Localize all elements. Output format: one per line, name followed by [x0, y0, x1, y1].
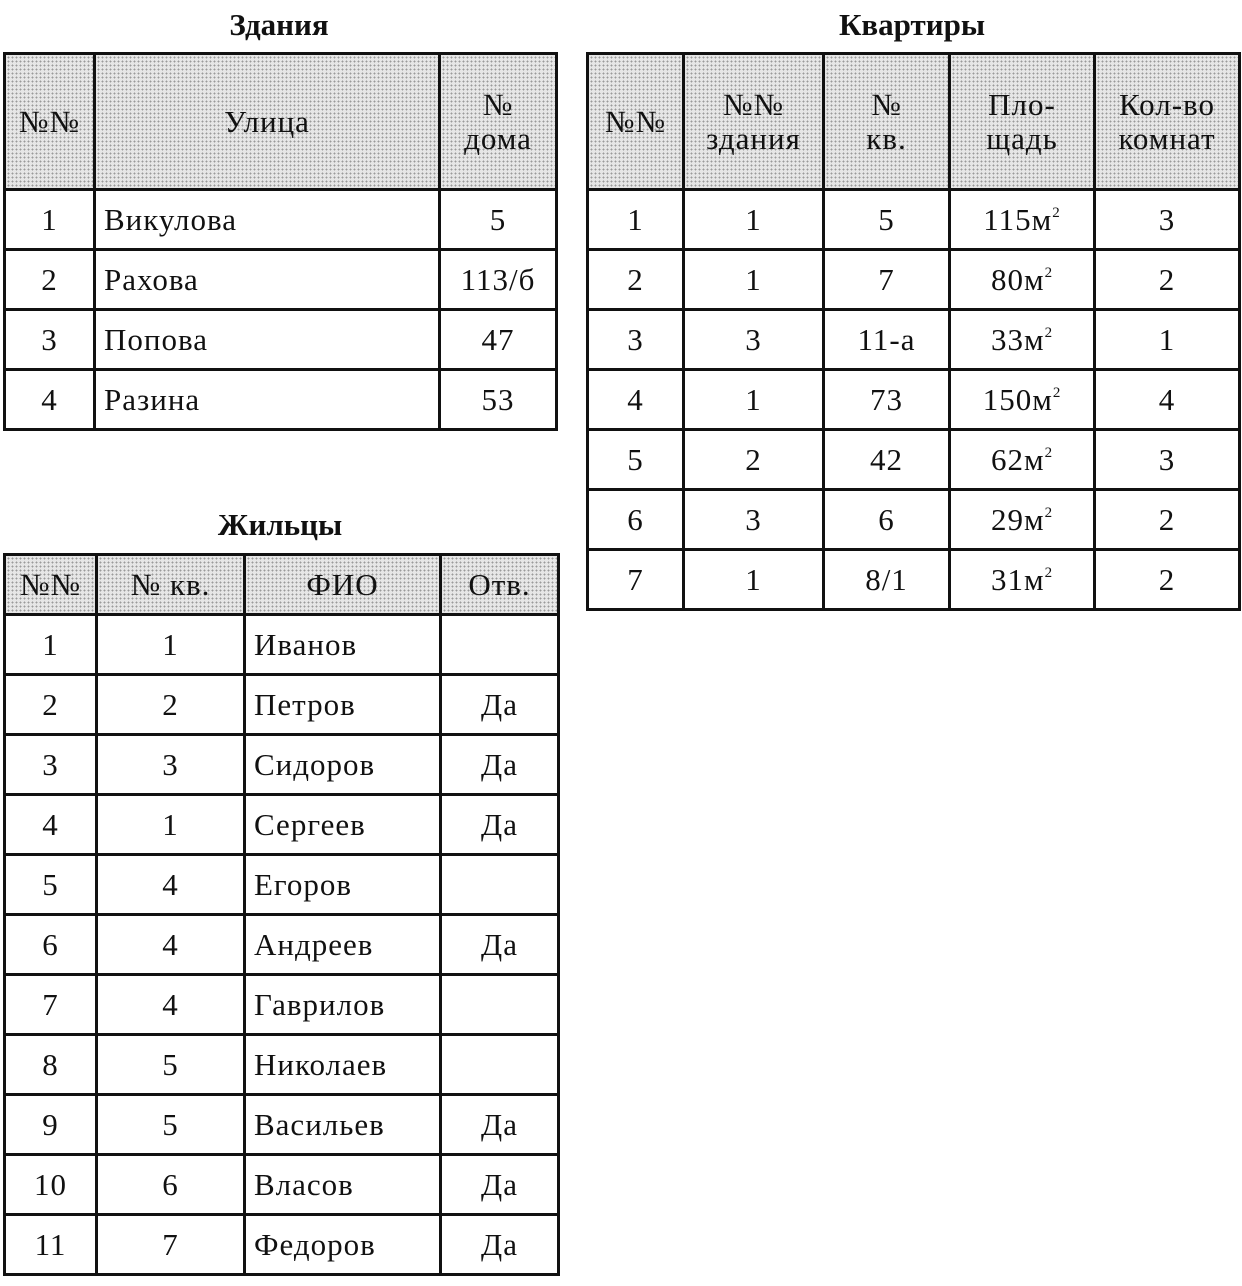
residents-table	[3, 553, 560, 1276]
area-unit-exponent: 2	[1052, 384, 1062, 401]
residents-cell: Да	[441, 1155, 559, 1215]
residents-header-name: ФИО	[245, 555, 441, 615]
residents-cell: 1	[97, 795, 245, 855]
area-unit: м	[1031, 201, 1053, 237]
area-unit-exponent: 2	[1044, 564, 1054, 581]
residents-cell: 6	[5, 915, 97, 975]
residents-cell: 4	[97, 975, 245, 1035]
flats-area-cell	[950, 550, 1095, 610]
buildings-cell: 4	[5, 370, 95, 430]
residents-cell: Сидоров	[245, 735, 441, 795]
residents-row	[5, 855, 559, 915]
residents-cell: Егоров	[245, 855, 441, 915]
flats-cell: 4	[588, 370, 684, 430]
residents-row	[5, 1095, 559, 1155]
area-unit: м	[1023, 261, 1045, 297]
residents-cell: 6	[97, 1155, 245, 1215]
flats-row	[588, 250, 1240, 310]
residents-cell: 8	[5, 1035, 97, 1095]
residents-cell: Да	[441, 795, 559, 855]
area-value: 150	[982, 381, 1033, 417]
flats-cell: 4	[1095, 370, 1240, 430]
flats-row	[588, 430, 1240, 490]
residents-cell: Петров	[245, 675, 441, 735]
residents-cell	[441, 1035, 559, 1095]
flats-row	[588, 310, 1240, 370]
residents-cell: Федоров	[245, 1215, 441, 1275]
residents-row	[5, 795, 559, 855]
buildings-header-row	[5, 54, 557, 190]
residents-cell: 4	[97, 915, 245, 975]
flats-area-cell	[950, 490, 1095, 550]
residents-cell: 7	[97, 1215, 245, 1275]
flats-cell: 2	[684, 430, 824, 490]
buildings-cell: Разина	[95, 370, 440, 430]
flats-cell: 3	[588, 310, 684, 370]
area-unit-exponent: 2	[1052, 204, 1061, 221]
flats-title: Квартиры	[838, 7, 986, 42]
flats-cell: 1	[588, 190, 684, 250]
residents-row	[5, 1155, 559, 1215]
residents-row	[5, 735, 559, 795]
buildings-cell: 3	[5, 310, 95, 370]
area-value: 62	[990, 441, 1024, 477]
residents-cell: Васильев	[245, 1095, 441, 1155]
residents-header-num: №№	[5, 555, 97, 615]
buildings-header-num: №№	[5, 54, 95, 190]
flats-cell: 6	[824, 490, 950, 550]
buildings-row	[5, 250, 557, 310]
residents-cell: 4	[5, 795, 97, 855]
area-value: 80	[990, 261, 1024, 297]
buildings-row	[5, 370, 557, 430]
flats-cell: 7	[824, 250, 950, 310]
buildings-header-house: № дома	[440, 54, 557, 190]
buildings-row	[5, 190, 557, 250]
residents-cell: Гаврилов	[245, 975, 441, 1035]
residents-cell: 11	[5, 1215, 97, 1275]
residents-header-resp: Отв.	[441, 555, 559, 615]
flats-area-cell	[950, 370, 1095, 430]
residents-cell: 5	[5, 855, 97, 915]
flats-header-building: №№ здания	[684, 54, 824, 190]
residents-cell: 2	[5, 675, 97, 735]
buildings-cell: Викулова	[95, 190, 440, 250]
flats-cell: 11-а	[824, 310, 950, 370]
area-unit: м	[1023, 561, 1045, 597]
residents-cell: 5	[97, 1095, 245, 1155]
residents-cell: Иванов	[245, 615, 441, 675]
residents-title: Жильцы	[217, 507, 343, 542]
residents-cell: 3	[97, 735, 245, 795]
buildings-table	[3, 52, 558, 431]
residents-row	[5, 615, 559, 675]
buildings-cell: 53	[440, 370, 557, 430]
residents-cell: 3	[5, 735, 97, 795]
residents-cell: 4	[97, 855, 245, 915]
area-unit: м	[1023, 321, 1045, 357]
residents-cell: Да	[441, 1215, 559, 1275]
area-value: 115	[983, 201, 1032, 237]
area-unit: м	[1032, 381, 1053, 417]
buildings-cell: Рахова	[95, 250, 440, 310]
residents-cell: 1	[97, 615, 245, 675]
flats-cell: 1	[684, 250, 824, 310]
residents-cell: 7	[5, 975, 97, 1035]
residents-cell: Да	[441, 1095, 559, 1155]
flats-cell: 3	[1095, 430, 1240, 490]
residents-row	[5, 675, 559, 735]
buildings-cell: 1	[5, 190, 95, 250]
area-value: 29	[990, 501, 1024, 537]
residents-cell: 5	[97, 1035, 245, 1095]
buildings-cell: Попова	[95, 310, 440, 370]
flats-header-row	[588, 54, 1240, 190]
flats-cell: 7	[588, 550, 684, 610]
flats-cell: 1	[1095, 310, 1240, 370]
flats-area-cell	[950, 190, 1095, 250]
residents-cell	[441, 975, 559, 1035]
area-unit-exponent: 2	[1044, 324, 1054, 341]
residents-header-flat: № кв.	[97, 555, 245, 615]
residents-header-row	[5, 555, 559, 615]
flats-cell: 2	[1095, 250, 1240, 310]
residents-cell: Андреев	[245, 915, 441, 975]
residents-cell: 1	[5, 615, 97, 675]
residents-row	[5, 1215, 559, 1275]
flats-cell: 73	[824, 370, 950, 430]
buildings-cell: 2	[5, 250, 95, 310]
flats-area-cell	[950, 250, 1095, 310]
flats-cell: 2	[1095, 550, 1240, 610]
buildings-title: Здания	[229, 7, 329, 42]
buildings-cell: 113/б	[440, 250, 557, 310]
flats-cell: 1	[684, 550, 824, 610]
buildings-row	[5, 310, 557, 370]
flats-header-area: Пло-щадь	[950, 54, 1095, 190]
residents-cell	[441, 855, 559, 915]
flats-cell: 1	[684, 370, 824, 430]
residents-cell: Сергеев	[245, 795, 441, 855]
residents-row	[5, 915, 559, 975]
buildings-header-street: Улица	[95, 54, 440, 190]
residents-cell: Да	[441, 915, 559, 975]
flats-area-cell	[950, 310, 1095, 370]
area-value: 33	[990, 321, 1024, 357]
flats-cell: 5	[824, 190, 950, 250]
flats-cell: 2	[1095, 490, 1240, 550]
flats-cell: 1	[684, 190, 824, 250]
flats-cell: 5	[588, 430, 684, 490]
flats-area-cell	[950, 430, 1095, 490]
flats-row	[588, 490, 1240, 550]
residents-cell: 2	[97, 675, 245, 735]
flats-row	[588, 370, 1240, 430]
area-unit-exponent: 2	[1044, 264, 1054, 281]
area-unit: м	[1023, 501, 1045, 537]
flats-cell: 3	[684, 490, 824, 550]
residents-cell: Власов	[245, 1155, 441, 1215]
flats-header-flat: № кв.	[824, 54, 950, 190]
flats-cell: 2	[588, 250, 684, 310]
flats-header-rooms: Кол-во комнат	[1095, 54, 1240, 190]
residents-cell	[441, 615, 559, 675]
flats-header-num: №№	[588, 54, 684, 190]
residents-cell: Да	[441, 675, 559, 735]
area-unit-exponent: 2	[1044, 444, 1054, 461]
area-value: 31	[990, 561, 1024, 597]
flats-cell: 6	[588, 490, 684, 550]
buildings-cell: 5	[440, 190, 557, 250]
flats-row	[588, 190, 1240, 250]
flats-table	[586, 52, 1241, 611]
buildings-cell: 47	[440, 310, 557, 370]
area-unit-exponent: 2	[1044, 504, 1054, 521]
residents-row	[5, 975, 559, 1035]
residents-cell: Да	[441, 735, 559, 795]
flats-cell: 42	[824, 430, 950, 490]
flats-cell: 3	[684, 310, 824, 370]
area-unit: м	[1023, 441, 1045, 477]
residents-row	[5, 1035, 559, 1095]
residents-cell: Николаев	[245, 1035, 441, 1095]
residents-cell: 9	[5, 1095, 97, 1155]
flats-cell: 3	[1095, 190, 1240, 250]
residents-cell: 10	[5, 1155, 97, 1215]
flats-cell: 8/1	[824, 550, 950, 610]
flats-row	[588, 550, 1240, 610]
